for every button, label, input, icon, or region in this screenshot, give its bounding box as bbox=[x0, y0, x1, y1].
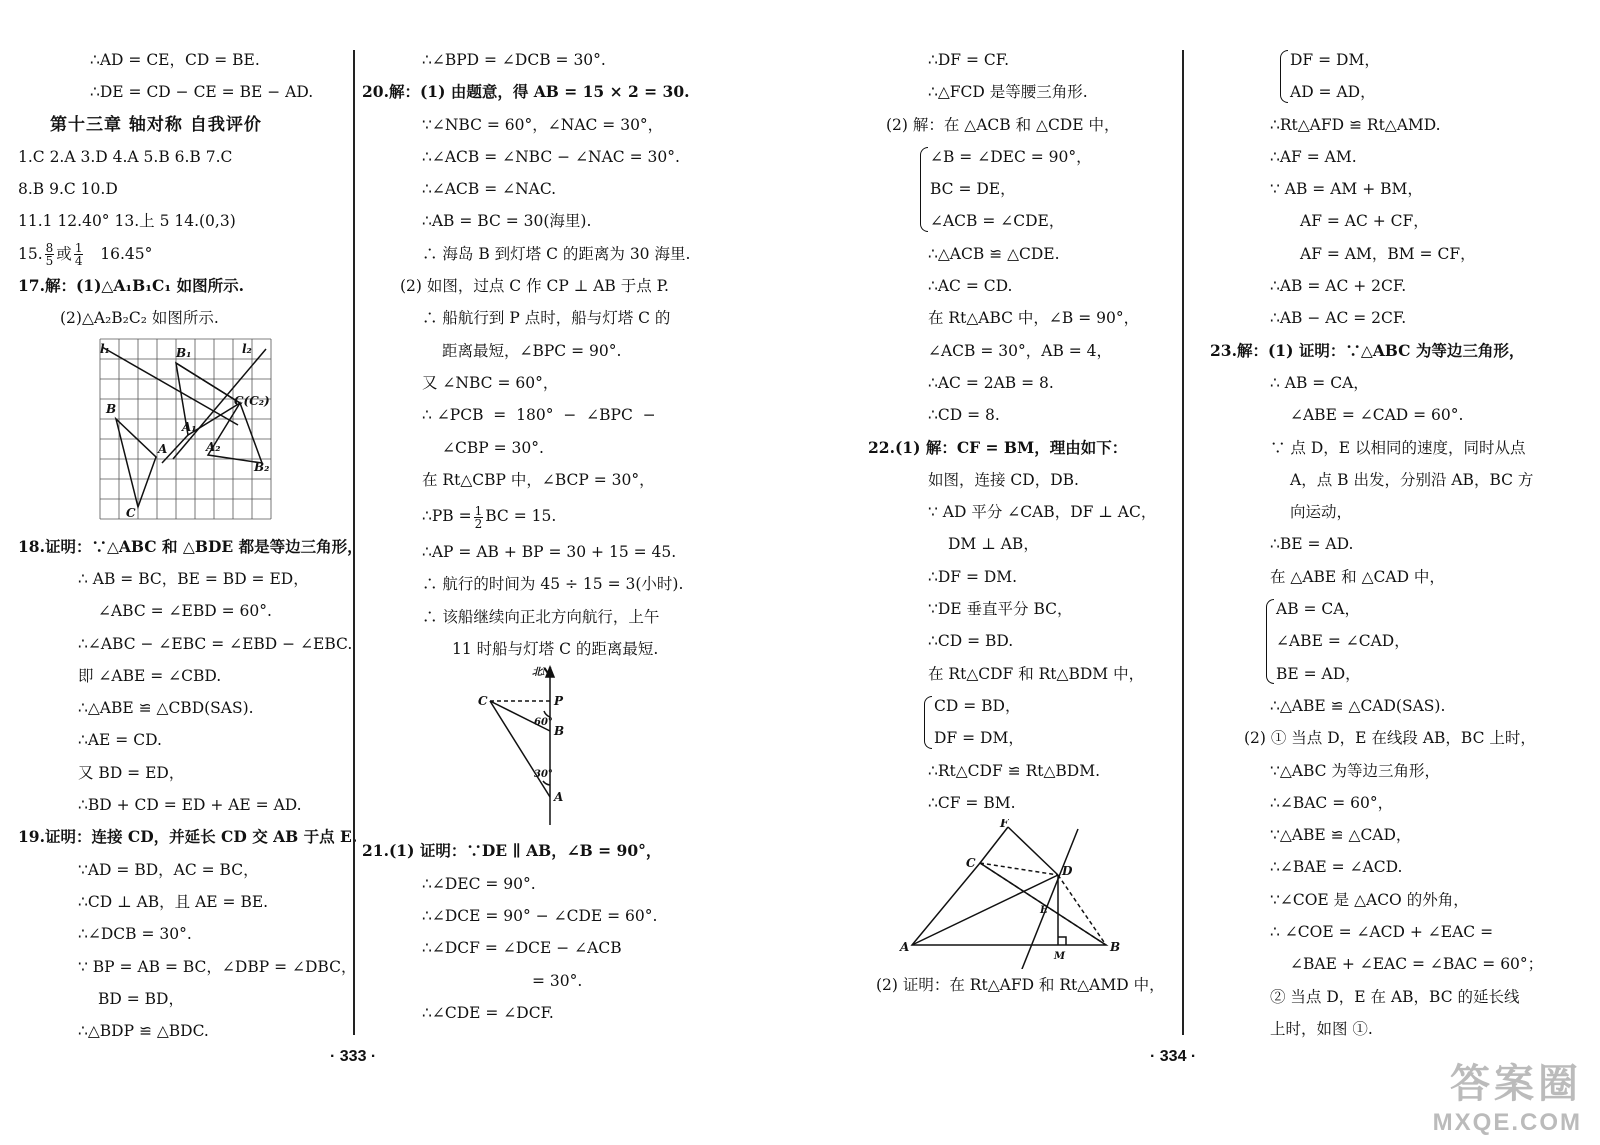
text-line: ∵∠COE 是 △ACO 的外角， bbox=[1270, 890, 1469, 909]
text-line: (2) 解：在 △ACB 和 △CDE 中， bbox=[886, 115, 1120, 134]
label-b: B bbox=[554, 724, 565, 739]
text-line: ② 当点 D，E 在 AB，BC 的延长线 bbox=[1270, 987, 1520, 1006]
page-number-right: · 334 · bbox=[1150, 1048, 1197, 1065]
text-line: 又 ∠NBC = 60°， bbox=[422, 373, 559, 392]
text-line: BD = BD， bbox=[98, 989, 184, 1008]
text-line: ∵∠NBC = 60°，∠NAC = 30°， bbox=[422, 115, 664, 134]
text-line: ∴∠ACB = ∠NBC − ∠NAC = 30°. bbox=[422, 147, 680, 166]
text-line: ∴△ACB ≌ △CDE. bbox=[928, 244, 1060, 263]
label-m: M bbox=[1054, 951, 1066, 963]
label-b2: B₂ bbox=[254, 459, 270, 474]
text-line: A，点 B 出发，分别沿 AB，BC 方 bbox=[1290, 470, 1534, 489]
denominator: 4 bbox=[74, 254, 83, 269]
label-d: D bbox=[1062, 864, 1073, 879]
text-line: 21.(1) 证明：∵DE ∥ AB，∠B = 90°， bbox=[362, 841, 662, 861]
text-line: ∴△ABE ≌ △CAD(SAS). bbox=[1270, 696, 1446, 715]
label-c-bottom: C bbox=[126, 505, 136, 520]
text-line: 20.解：(1) 由题意，得 AB = 15 × 2 = 30. bbox=[362, 82, 690, 102]
text-line: = 30°. bbox=[532, 971, 583, 990]
label-c: C bbox=[966, 856, 976, 871]
label-e: E bbox=[1040, 905, 1048, 917]
text-line: ∴ ∠PCB = 180° − ∠BPC − bbox=[422, 406, 656, 425]
text-line: 如图，连接 CD，DB. bbox=[928, 470, 1079, 489]
column-3 bbox=[868, 44, 1186, 1001]
watermark bbox=[1433, 1052, 1582, 1137]
label-north: 北N bbox=[532, 667, 552, 679]
text-line: BE = AD， bbox=[1276, 664, 1361, 683]
text-line: (2)△A₂B₂C₂ 如图所示. bbox=[60, 309, 219, 328]
text-line: ∴AC = CD. bbox=[928, 277, 1013, 296]
triangle-acb bbox=[912, 863, 1106, 945]
text-line: 在 △ABE 和 △CAD 中， bbox=[1270, 567, 1445, 586]
text-line: ∴AC = 2AB = 8. bbox=[928, 373, 1054, 392]
label-a: A bbox=[554, 790, 564, 805]
fraction bbox=[474, 505, 484, 530]
text-line: 在 Rt△CBP 中，∠BCP = 30°， bbox=[422, 470, 655, 489]
label-b1: B₁ bbox=[176, 345, 192, 360]
column-2 bbox=[362, 44, 697, 1029]
line-cf bbox=[980, 827, 1008, 863]
text-line: ∴∠DCB = 30°. bbox=[78, 925, 192, 944]
fraction bbox=[45, 242, 55, 267]
text-line: ∴BE = AD. bbox=[1270, 535, 1354, 554]
text-line: ∴Rt△CDF ≌ Rt△BDM. bbox=[928, 761, 1100, 780]
text-line: ∴∠DCF = ∠DCE − ∠ACB bbox=[422, 939, 622, 958]
text-line: ∵△ABC 为等边三角形， bbox=[1270, 761, 1440, 780]
grid-figure-svg bbox=[18, 335, 348, 531]
label-p: P bbox=[554, 694, 564, 709]
text-line: ∴DE = CD − CE = BE − AD. bbox=[90, 83, 314, 102]
line-db bbox=[1058, 875, 1106, 945]
text-line: ∴DF = DM. bbox=[928, 567, 1018, 586]
column-divider bbox=[353, 50, 355, 1035]
grid-figure bbox=[18, 335, 348, 531]
text-line: ∴ 船航行到 P 点时，船与灯塔 C 的 bbox=[422, 309, 671, 328]
text-line: 距离最短，∠BPC = 90°. bbox=[442, 341, 622, 360]
text-line: ∵ BP = AB = BC，∠DBP = ∠DBC， bbox=[78, 957, 357, 976]
text-line: ∠ABC = ∠EBD = 60°. bbox=[98, 602, 272, 621]
text-line: 即 ∠ABE = ∠CBD. bbox=[78, 666, 222, 685]
text-line: ∴∠ABC − ∠EBC = ∠EBD − ∠EBC. bbox=[78, 634, 353, 653]
text-line: ∴DF = CF. bbox=[928, 51, 1010, 69]
text-line: ∴ 该船继续向正北方向航行，上午 bbox=[422, 607, 660, 626]
text-line: DF = DM， bbox=[1290, 51, 1380, 69]
fraction bbox=[74, 242, 84, 267]
line-de bbox=[1018, 829, 1078, 969]
text-line bbox=[362, 496, 697, 536]
triangle-abc bbox=[116, 419, 156, 507]
text-line: DM ⊥ AB， bbox=[948, 535, 1039, 554]
text-line: ∴△BDP ≌ △BDC. bbox=[78, 1022, 209, 1041]
text-line: AF = AM，BM = CF， bbox=[1300, 244, 1476, 263]
text-line: ∴AP = AB + BP = 30 + 15 = 45. bbox=[422, 543, 677, 562]
answer-line: 1.C 2.A 3.D 4.A 5.B 6.B 7.C bbox=[18, 147, 233, 166]
condition-brace bbox=[934, 690, 1186, 755]
text-line: ∵△ABE ≌ △CAD， bbox=[1270, 826, 1412, 845]
answer-line: 11.1 12.40° 13.上 5 14.(0,3) bbox=[18, 212, 236, 231]
geometry-figure bbox=[868, 819, 1186, 969]
text-line: 在 Rt△CDF 和 Rt△BDM 中， bbox=[928, 664, 1145, 683]
text-line: 上时，如图 ①. bbox=[1270, 1019, 1373, 1038]
text-line: (2) ① 当点 D，E 在线段 AB，BC 上时， bbox=[1244, 729, 1536, 748]
answer-line: 8.B 9.C 10.D bbox=[18, 180, 118, 199]
denominator: 5 bbox=[45, 254, 54, 269]
or-text: 或 bbox=[56, 244, 72, 263]
label-a1: A₁ bbox=[182, 419, 197, 434]
column-4 bbox=[1210, 44, 1544, 1045]
navigation-figure bbox=[362, 665, 697, 835]
numerator: 1 bbox=[74, 241, 83, 256]
text-line: ∴CD = BD. bbox=[928, 632, 1014, 651]
text-line: (2) 如图，过点 C 作 CP ⊥ AB 于点 P. bbox=[400, 277, 669, 296]
pb-label: ∴PB = bbox=[422, 507, 472, 526]
text-line: ∴ 航行的时间为 45 ÷ 15 = 3(小时). bbox=[422, 575, 684, 594]
label-a: A bbox=[900, 940, 910, 955]
label-60: 60° bbox=[534, 717, 553, 729]
denominator: 2 bbox=[474, 516, 483, 531]
text-line: ∴CD ⊥ AB，且 AE = BE. bbox=[78, 892, 269, 911]
text-line: ∴△ABE ≌ △CBD(SAS). bbox=[78, 699, 254, 718]
text-line: ∴∠CDE = ∠DCF. bbox=[422, 1003, 554, 1022]
text-line: (2) 证明：在 Rt△AFD 和 Rt△AMD 中， bbox=[876, 976, 1165, 995]
label-30: 30° bbox=[534, 769, 553, 781]
label-l2: l₂ bbox=[242, 341, 252, 356]
text-line: ∴∠DCE = 90° − ∠CDE = 60°. bbox=[422, 906, 658, 925]
text-line: ∴CF = BM. bbox=[928, 793, 1016, 812]
label-c: C bbox=[478, 694, 488, 709]
text-line: ∴ AB = CA， bbox=[1270, 373, 1369, 392]
text-line: DF = DM， bbox=[934, 729, 1024, 748]
text-line: ∴∠DEC = 90°. bbox=[422, 874, 536, 893]
q15-label: 15. bbox=[18, 244, 43, 263]
label-b: B bbox=[1110, 940, 1121, 955]
condition-brace bbox=[930, 141, 1186, 238]
text-line: ∴ AB = BC，BE = BD = ED， bbox=[78, 569, 309, 588]
text-line: 22.(1) 解：CF = BM，理由如下： bbox=[868, 437, 1128, 457]
text-line: ∴∠BAE = ∠ACD. bbox=[1270, 858, 1403, 877]
text-line: 18.证明：∵△ABC 和 △BDE 都是等边三角形， bbox=[18, 536, 363, 556]
label-f: F bbox=[1000, 819, 1009, 831]
text-line: 19.证明：连接 CD，并延长 CD 交 AB 于点 E. bbox=[18, 827, 358, 847]
text-line: 又 BD = ED， bbox=[78, 763, 185, 782]
text-line: 11 时船与灯塔 C 的距离最短. bbox=[452, 640, 659, 659]
numerator: 1 bbox=[474, 503, 483, 518]
text-line: ∴AB = AC + 2CF. bbox=[1270, 277, 1407, 296]
chapter-heading: 第十三章 轴对称 自我评价 bbox=[50, 114, 262, 135]
pb-value: BC = 15. bbox=[485, 507, 557, 526]
text-line: ∵ AD 平分 ∠CAB，DF ⊥ AC， bbox=[928, 503, 1157, 522]
label-l1: l₁ bbox=[100, 341, 110, 356]
text-line: ∴ 海岛 B 到灯塔 C 的距离为 30 海里. bbox=[422, 244, 691, 263]
geometry-figure-svg bbox=[868, 819, 1186, 969]
text-line: ∴Rt△AFD ≌ Rt△AMD. bbox=[1270, 115, 1441, 134]
text-line: ∵DE 垂直平分 BC， bbox=[928, 600, 1073, 619]
q16-text: 16.45° bbox=[85, 244, 153, 263]
text-line: ∵ AB = AM + BM， bbox=[1270, 180, 1423, 199]
numerator: 8 bbox=[45, 241, 54, 256]
text-line: ∠BAE + ∠EAC = ∠BAC = 60°； bbox=[1290, 955, 1544, 974]
text-line: ∠B = ∠DEC = 90°， bbox=[930, 147, 1092, 166]
text-line: ∴ ∠COE = ∠ACD + ∠EAC = bbox=[1270, 923, 1494, 942]
text-line: CD = BD， bbox=[934, 696, 1021, 715]
text-line: ∴AE = CD. bbox=[78, 731, 162, 750]
text-line: ∵AD = BD，AC = BC， bbox=[78, 860, 259, 879]
text-line: 17.解：(1)△A₁B₁C₁ 如图所示. bbox=[18, 276, 244, 296]
text-line: ∴AB − AC = 2CF. bbox=[1270, 309, 1407, 328]
text-line: ∠ABE = ∠CAD， bbox=[1276, 632, 1410, 651]
text-line: ∴△FCD 是等腰三角形. bbox=[928, 83, 1088, 102]
label-a: A bbox=[158, 441, 168, 456]
label-a2: A₂ bbox=[206, 439, 221, 454]
text-line: AF = AC + CF， bbox=[1300, 212, 1429, 231]
text-line: ∠CBP = 30°. bbox=[442, 438, 544, 457]
text-line: ∴∠ACB = ∠NAC. bbox=[422, 180, 557, 199]
watermark-url: MXQE.COM bbox=[1432, 1109, 1582, 1136]
text-line: ∴AB = BC = 30(海里). bbox=[422, 212, 592, 231]
text-line: ∴AD = CE，CD = BE. bbox=[90, 51, 260, 69]
page-number-left: · 333 · bbox=[330, 1048, 377, 1065]
text-line: 在 Rt△ABC 中，∠B = 90°， bbox=[928, 309, 1140, 328]
text-line: ∴∠BAC = 60°， bbox=[1270, 793, 1394, 812]
text-line: ∴CD = 8. bbox=[928, 406, 1000, 425]
text-line: AB = CA， bbox=[1276, 600, 1360, 619]
answer-line bbox=[18, 238, 348, 270]
text-line: ∠ABE = ∠CAD = 60°. bbox=[1290, 406, 1464, 425]
text-line: ∠ACB = ∠CDE， bbox=[930, 212, 1065, 231]
text-line: 23.解：(1) 证明：∵△ABC 为等边三角形， bbox=[1210, 340, 1525, 360]
text-line: ∴AF = AM. bbox=[1270, 147, 1357, 166]
text-line: ∴∠BPD = ∠DCB = 30°. bbox=[422, 51, 606, 69]
label-b: B bbox=[106, 401, 117, 416]
navigation-figure-svg bbox=[362, 665, 697, 835]
text-line: 向运动， bbox=[1290, 503, 1353, 522]
text-line: ∠ACB = 30°，AB = 4， bbox=[928, 341, 1113, 360]
text-line: ∵ 点 D，E 以相同的速度，同时从点 bbox=[1270, 438, 1526, 457]
text-line: AD = AD， bbox=[1290, 83, 1376, 102]
condition-brace bbox=[1276, 593, 1540, 690]
label-c: C(C₂) bbox=[234, 393, 270, 408]
text-line: ∴BD + CD = ED + AE = AD. bbox=[78, 796, 302, 815]
text-line: BC = DE， bbox=[930, 180, 1016, 199]
condition-brace bbox=[1290, 44, 1540, 109]
column-1 bbox=[18, 44, 363, 1047]
watermark-logo: 答案圈 bbox=[1450, 1062, 1582, 1106]
